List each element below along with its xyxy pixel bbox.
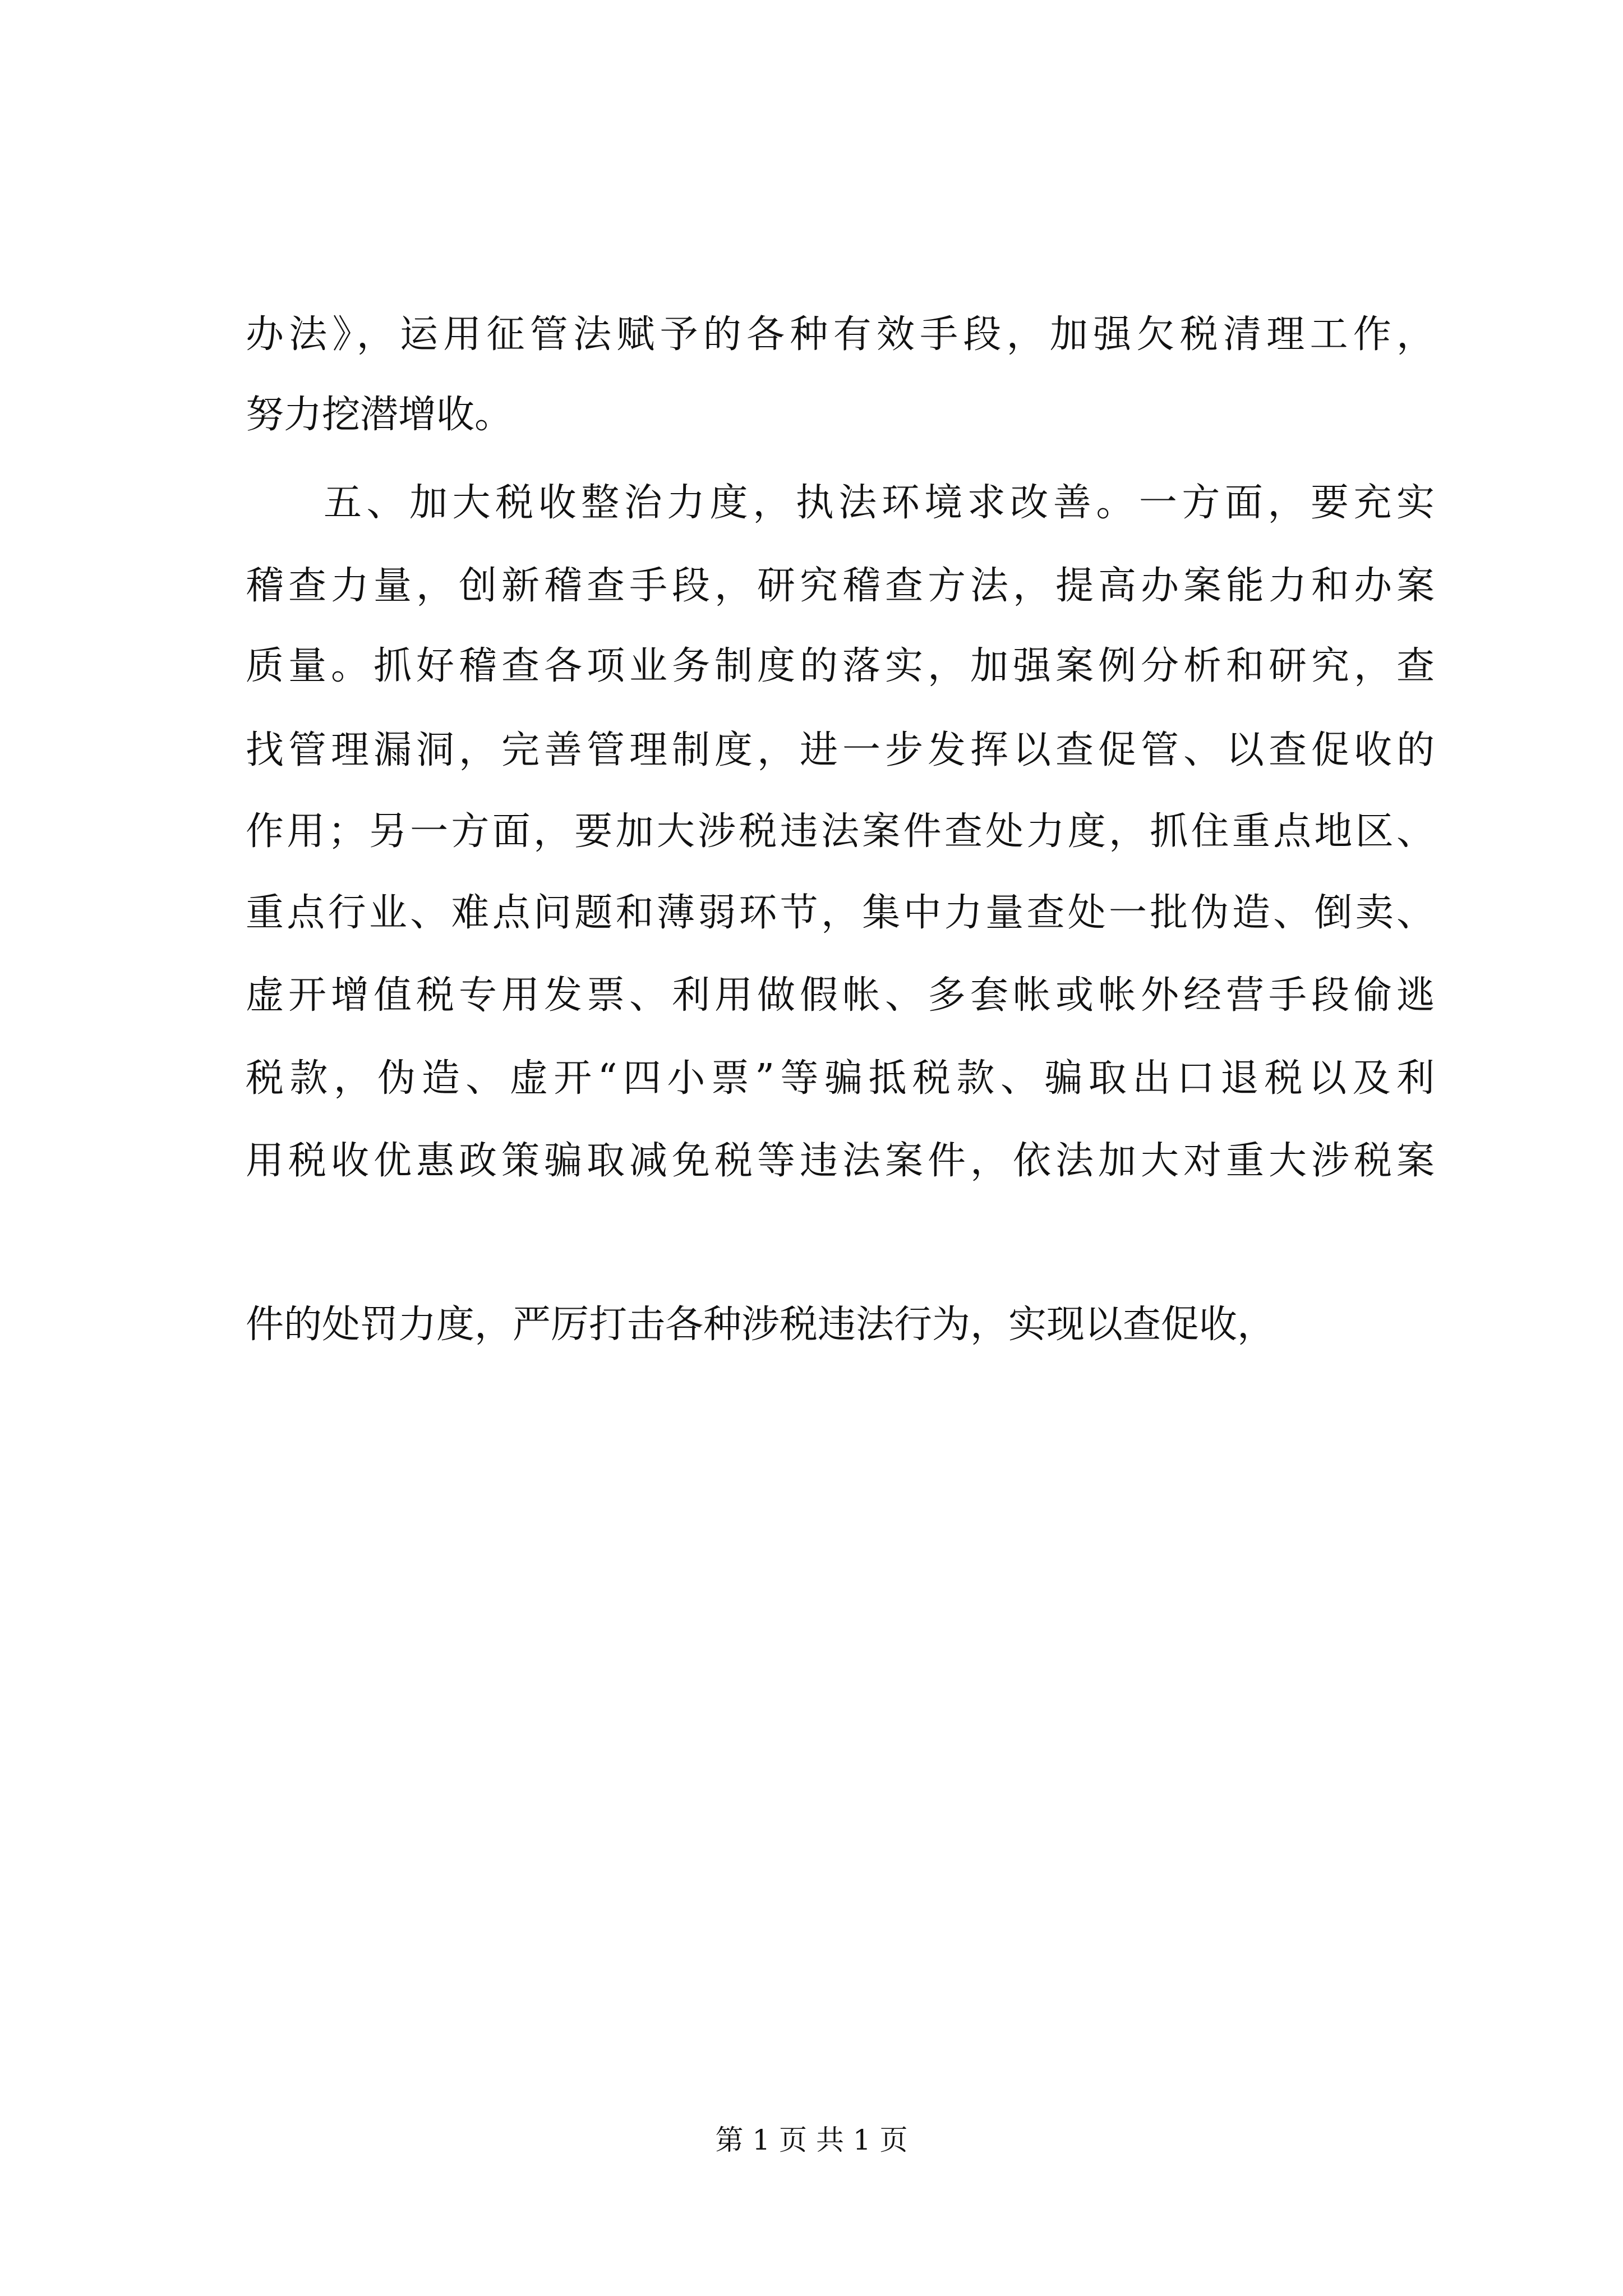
text-line: 作用；另一方面，要加大涉税违法案件查处力度，抓住重点地区、 [246, 809, 1435, 854]
text-line: 件的处罚力度，严厉打击各种涉税违法行为，实现以查促收， [246, 1303, 1276, 1347]
text-line: 质量。抓好稽查各项业务制度的落实，加强案例分析和研究，查 [246, 644, 1435, 688]
text-line: 用税收优惠政策骗取减免税等违法案件，依法加大对重大涉税案 [246, 1139, 1435, 1183]
text-line: 重点行业、难点问题和薄弱环节，集中力量查处一批伪造、倒卖、 [246, 891, 1435, 935]
page-footer: 第 1 页 共 1 页 [715, 2124, 908, 2156]
text-line: 努力挖潜增收。 [246, 393, 513, 437]
paragraph-first-line: 五、加大税收整治力度，执法环境求改善。一方面，要充实 [324, 481, 1435, 525]
text-line: 稽查力量，创新稽查手段，研究稽查方法，提高办案能力和办案 [246, 564, 1435, 608]
text-line: 税款，伪造、虚开“四小票”等骗抵税款、骗取出口退税以及利 [246, 1056, 1435, 1101]
text-line: 虚开增值税专用发票、利用做假帐、多套帐或帐外经营手段偷逃 [246, 973, 1435, 1018]
text-line: 办法》，运用征管法赋予的各种有效手段，加强欠税清理工作， [246, 312, 1435, 357]
text-line: 找管理漏洞，完善管理制度，进一步发挥以查促管、以查促收的 [246, 728, 1435, 772]
